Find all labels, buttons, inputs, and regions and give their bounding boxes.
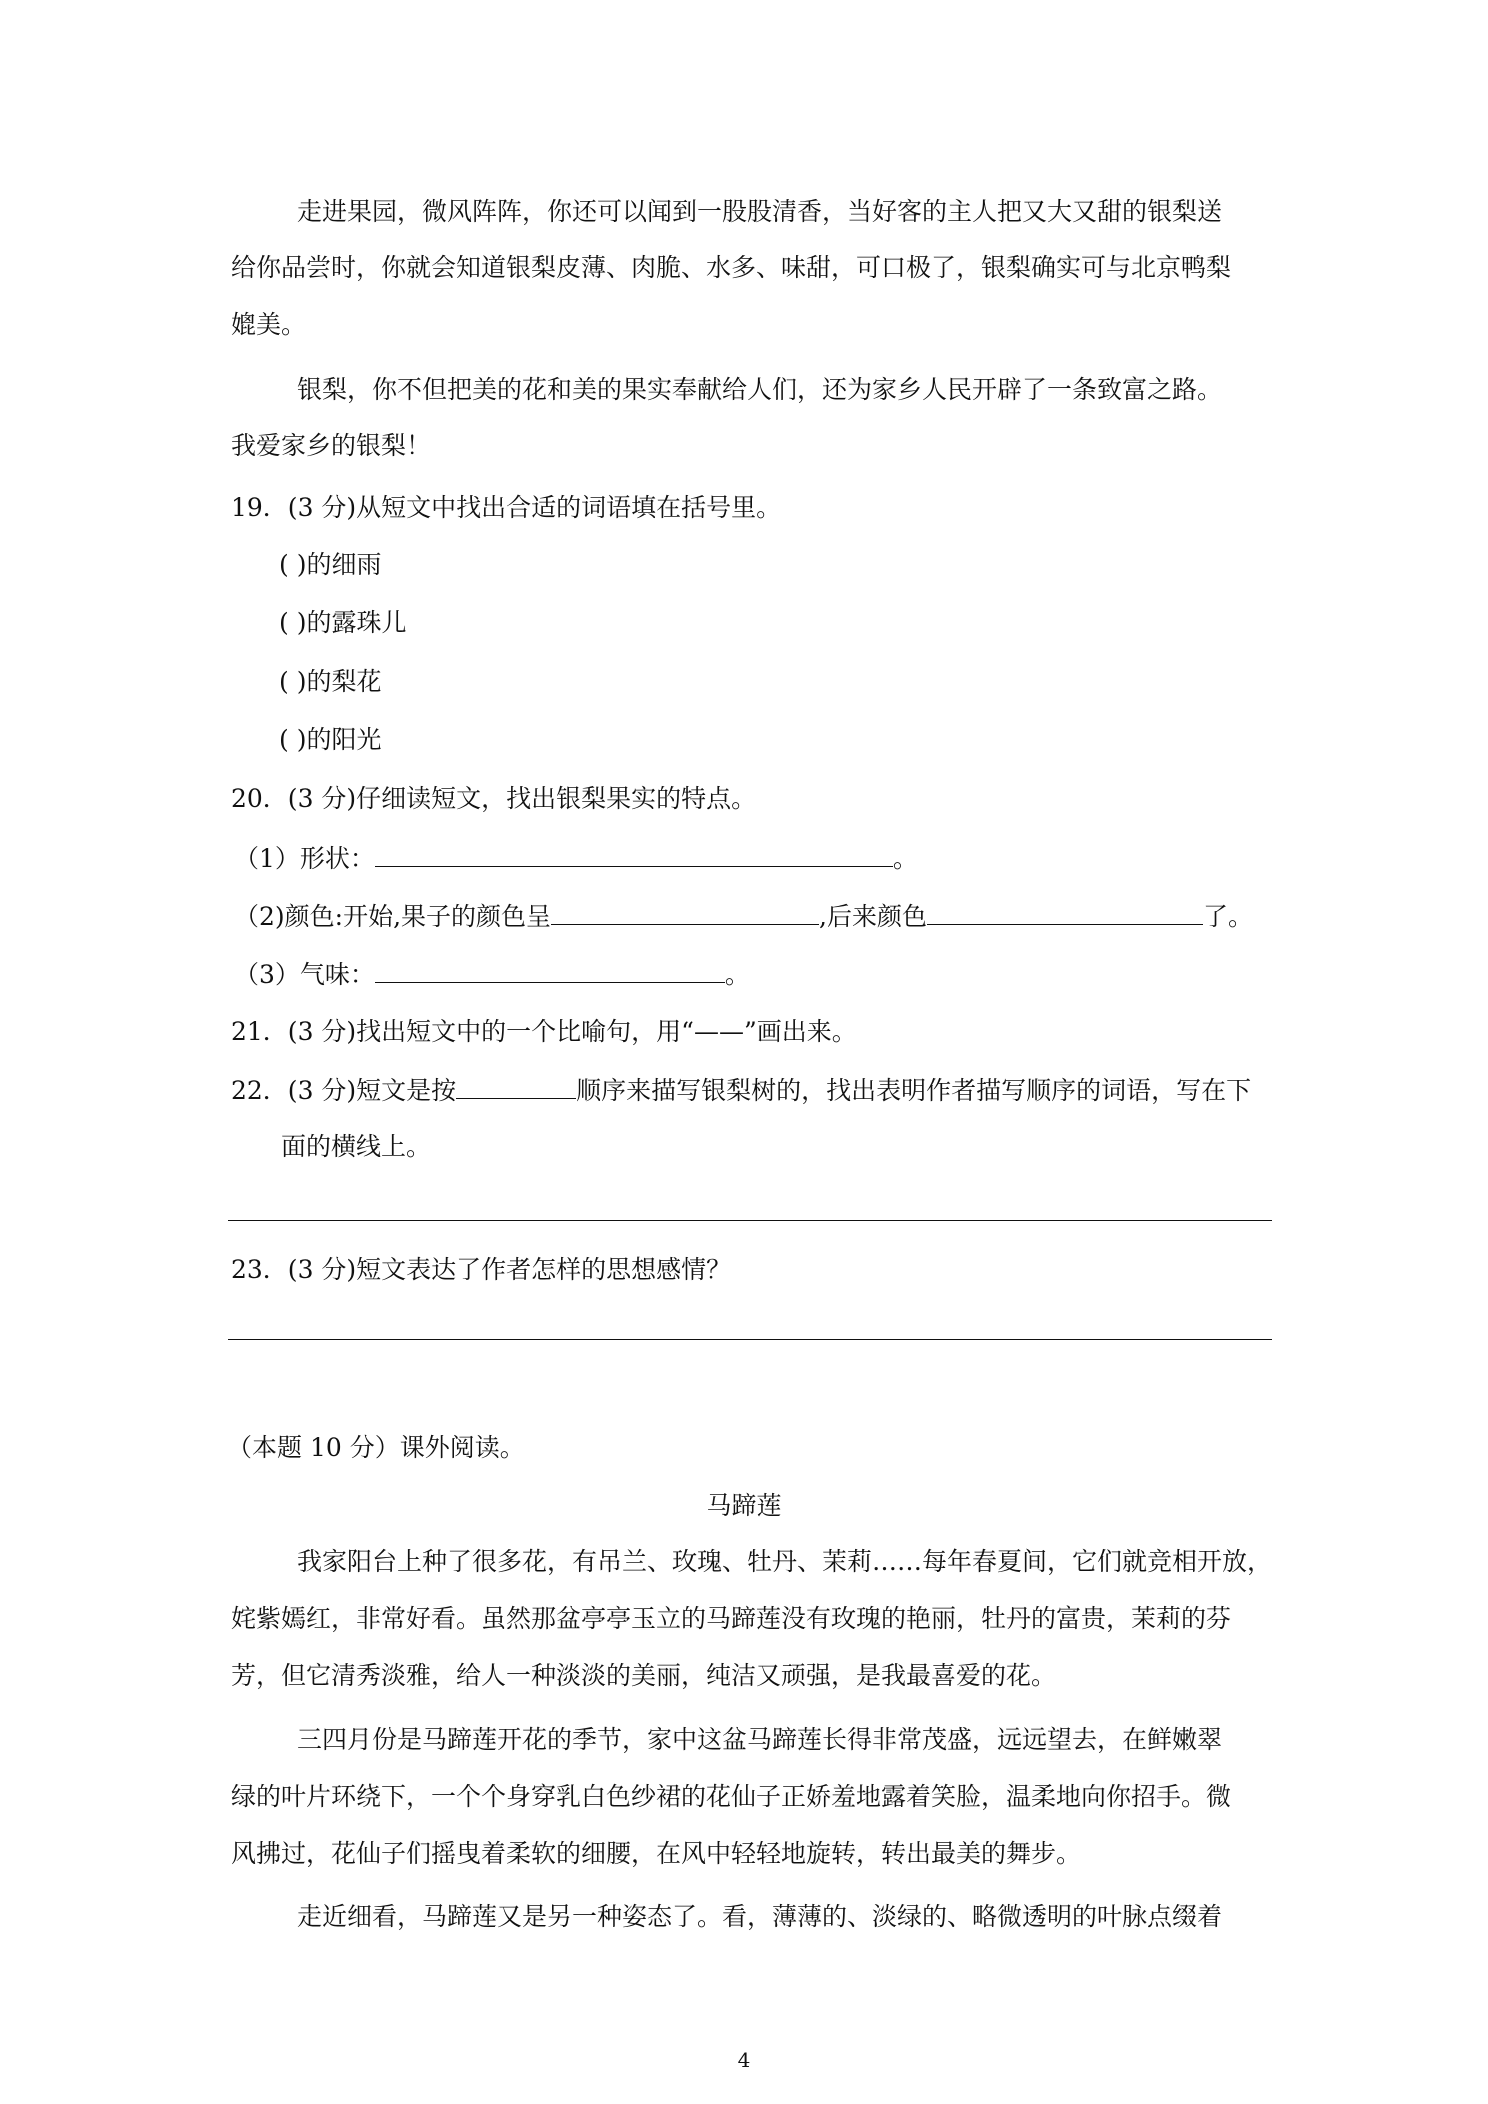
question-20-shape (234, 842, 918, 875)
passage1-line: 银梨，你不但把美的花和美的果实奉献给人们，还为家乡人民开辟了一条致富之路。 (297, 375, 1223, 404)
fill-in-item: ( )的细雨 (279, 550, 382, 579)
passage2-line: 绿的叶片环绕下，一个个身穿乳白色纱裙的花仙子正娇羞地露着笑脸，温柔地向你招手。微 (231, 1782, 1232, 1811)
stem-part: 22．(3 分)短文是按 (231, 1076, 457, 1105)
answer-blank[interactable] (927, 900, 1203, 925)
color-label: （2)颜色:开始,果子的颜色呈 (234, 902, 552, 931)
question-19-stem: 19．(3 分)从短文中找出合适的词语填在括号里。 (231, 493, 782, 522)
question-22-continuation: 面的横线上。 (281, 1132, 432, 1161)
color-mid: ,后来颜色 (819, 902, 927, 931)
color-end: 了。 (1202, 902, 1253, 931)
question-21-stem: 21．(3 分)找出短文中的一个比喻句，用“——”画出来。 (231, 1017, 857, 1046)
question-20-color (234, 900, 1253, 933)
shape-label: （1）形状： (234, 844, 375, 873)
page-number: 4 (737, 2048, 751, 2072)
passage1-line: 给你品尝时，你就会知道银梨皮薄、肉脆、水多、味甜，可口极了，银梨确实可与北京鸭梨 (231, 253, 1232, 282)
fill-in-item: ( )的梨花 (279, 667, 382, 696)
section-heading: （本题 10 分）课外阅读。 (227, 1433, 525, 1462)
passage2-line: 我家阳台上种了很多花，有吊兰、玫瑰、牡丹、茉莉……每年春夏间，它们就竞相开放， (297, 1547, 1273, 1576)
smell-label: （3）气味： (234, 960, 375, 989)
smell-end: 。 (724, 960, 750, 989)
fill-in-item: ( )的露珠儿 (279, 608, 407, 637)
shape-end: 。 (892, 844, 918, 873)
stem-part: 顺序来描写银梨树的，找出表明作者描写顺序的词语，写在下 (576, 1076, 1252, 1105)
passage-title: 马蹄莲 (706, 1491, 782, 1520)
passage2-line: 三四月份是马蹄莲开花的季节，家中这盆马蹄莲长得非常茂盛，远远望去，在鲜嫩翠 (297, 1725, 1223, 1754)
passage2-line: 姹紫嫣红，非常好看。虽然那盆亭亭玉立的马蹄莲没有玫瑰的艳丽，牡丹的富贵，茉莉的芬 (231, 1604, 1232, 1633)
answer-blank[interactable] (375, 958, 725, 983)
passage2-line: 芳，但它清秀淡雅，给人一种淡淡的美丽，纯洁又顽强，是我最喜爱的花。 (231, 1661, 1057, 1690)
passage1-line: 走进果园，微风阵阵，你还可以闻到一股股清香，当好客的主人把又大又甜的银梨送 (297, 197, 1223, 226)
answer-blank[interactable] (375, 842, 893, 867)
passage2-line: 走近细看，马蹄莲又是另一种姿态了。看，薄薄的、淡绿的、略微透明的叶脉点缀着 (297, 1902, 1223, 1931)
answer-blank[interactable] (456, 1074, 576, 1099)
answer-line[interactable] (228, 1220, 1272, 1221)
question-20-stem: 20．(3 分)仔细读短文，找出银梨果实的特点。 (231, 784, 757, 813)
question-20-smell (234, 958, 750, 991)
fill-in-item: ( )的阳光 (279, 725, 382, 754)
question-23-stem: 23．(3 分)短文表达了作者怎样的思想感情？ (231, 1255, 732, 1284)
answer-blank[interactable] (551, 900, 819, 925)
answer-line[interactable] (228, 1339, 1272, 1340)
passage1-line: 媲美。 (231, 310, 307, 339)
passage2-line: 风拂过，花仙子们摇曳着柔软的细腰，在风中轻轻地旋转，转出最美的舞步。 (231, 1839, 1082, 1868)
passage1-line: 我爱家乡的银梨！ (231, 431, 432, 460)
question-22-stem (231, 1074, 1251, 1107)
